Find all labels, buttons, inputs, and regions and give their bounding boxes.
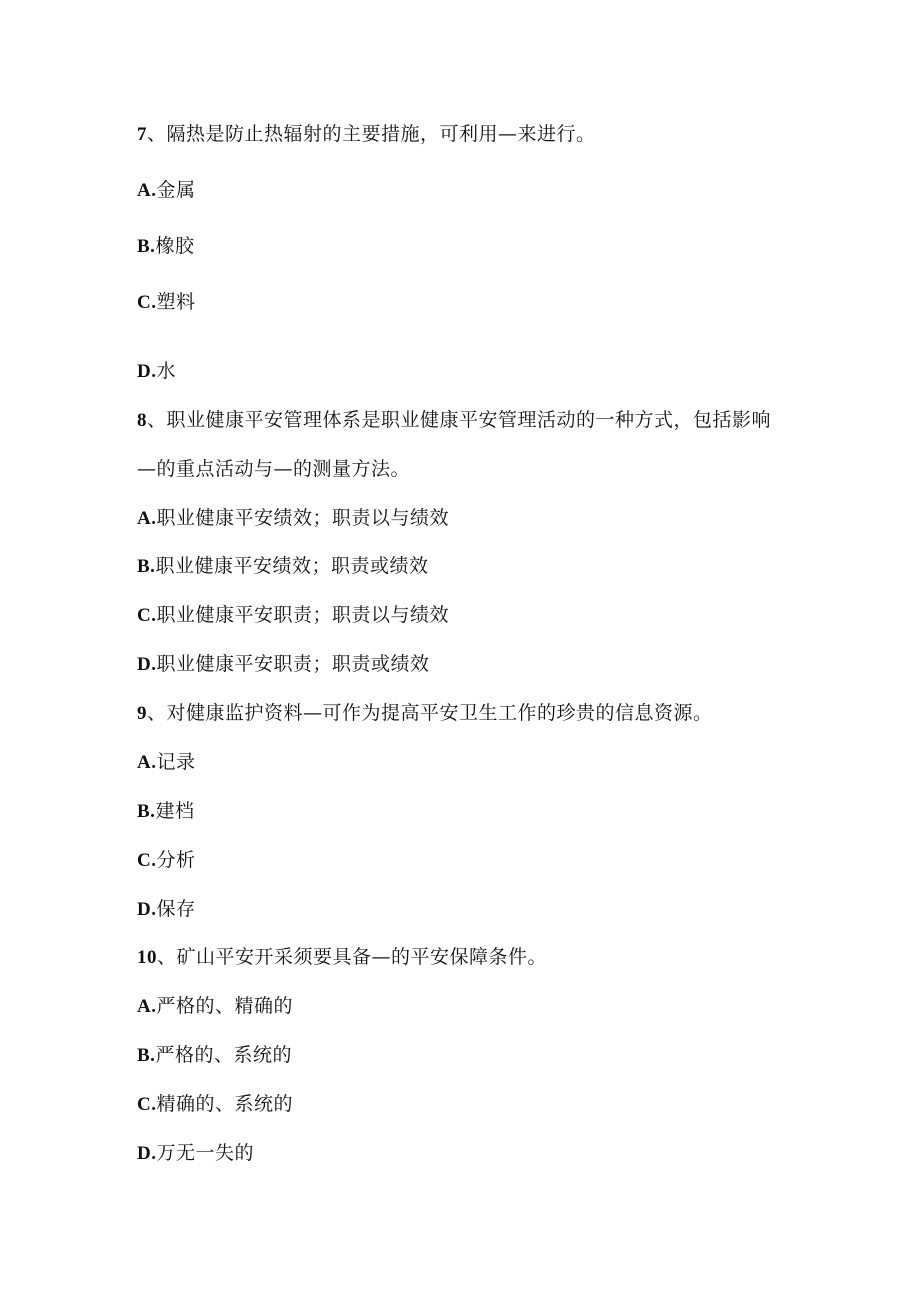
question-number: 8 bbox=[137, 410, 147, 431]
question-8-stem bbox=[137, 408, 771, 433]
option-key: D. bbox=[137, 1143, 157, 1164]
question-7-option-c bbox=[137, 290, 196, 315]
question-text-continued: —的重点活动与—的测量方法。 bbox=[137, 458, 411, 480]
option-text: 严格的、精确的 bbox=[156, 995, 293, 1017]
question-7-option-d bbox=[137, 359, 176, 384]
option-key: C. bbox=[137, 292, 157, 313]
question-8-option-b bbox=[137, 554, 428, 579]
option-key: D. bbox=[137, 654, 157, 675]
option-key: B. bbox=[137, 1045, 156, 1066]
option-key: B. bbox=[137, 801, 156, 822]
option-key: A. bbox=[137, 508, 157, 529]
option-text: 塑料 bbox=[156, 291, 196, 313]
question-text: 、对健康监护资料—可作为提高平安卫生工作的珍贵的信息资源。 bbox=[147, 702, 713, 724]
option-key: A. bbox=[137, 752, 157, 773]
option-key: C. bbox=[137, 850, 157, 871]
question-text: 、隔热是防止热辐射的主要措施，可利用—来进行。 bbox=[147, 123, 596, 145]
question-9-option-d bbox=[137, 897, 196, 922]
question-number: 9 bbox=[137, 703, 147, 724]
question-8-stem-continued bbox=[137, 457, 410, 481]
question-10-option-d bbox=[137, 1141, 254, 1166]
option-text: 职业健康平安绩效；职责或绩效 bbox=[155, 555, 429, 577]
option-text: 分析 bbox=[156, 849, 196, 871]
option-text: 严格的、系统的 bbox=[155, 1044, 292, 1066]
question-10-option-b bbox=[137, 1043, 292, 1068]
question-7-option-b bbox=[137, 234, 194, 259]
question-number: 7 bbox=[137, 124, 147, 145]
option-text: 建档 bbox=[155, 800, 195, 822]
option-key: D. bbox=[137, 899, 157, 920]
question-text: 、矿山平安开采须要具备—的平安保障条件。 bbox=[157, 946, 548, 968]
option-key: A. bbox=[137, 996, 157, 1017]
option-text: 万无一失的 bbox=[156, 1142, 254, 1164]
option-text: 职业健康平安绩效；职责以与绩效 bbox=[156, 507, 449, 529]
option-key: A. bbox=[137, 180, 157, 201]
question-9-option-b bbox=[137, 799, 194, 824]
question-7-option-a bbox=[137, 178, 196, 203]
option-key: C. bbox=[137, 605, 157, 626]
question-9-stem bbox=[137, 701, 713, 726]
option-key: C. bbox=[137, 1094, 157, 1115]
option-text: 职业健康平安职责；职责以与绩效 bbox=[156, 604, 449, 626]
question-10-option-a bbox=[137, 994, 293, 1019]
option-key: B. bbox=[137, 236, 156, 257]
question-text: 、职业健康平安管理体系是职业健康平安管理活动的一种方式，包括影响 bbox=[147, 409, 772, 431]
question-7-stem bbox=[137, 122, 596, 147]
question-number: 10 bbox=[137, 947, 157, 968]
question-10-option-c bbox=[137, 1092, 293, 1117]
question-8-option-c bbox=[137, 603, 449, 628]
question-9-option-c bbox=[137, 848, 196, 873]
option-key: D. bbox=[137, 361, 157, 382]
option-text: 金属 bbox=[156, 179, 196, 201]
question-9-option-a bbox=[137, 750, 196, 775]
question-10-stem bbox=[137, 945, 547, 970]
option-text: 橡胶 bbox=[155, 235, 195, 257]
option-text: 职业健康平安职责；职责或绩效 bbox=[156, 653, 430, 675]
option-text: 水 bbox=[156, 360, 176, 382]
question-8-option-d bbox=[137, 652, 430, 677]
option-text: 记录 bbox=[156, 751, 196, 773]
option-text: 精确的、系统的 bbox=[156, 1093, 293, 1115]
option-key: B. bbox=[137, 556, 156, 577]
question-8-option-a bbox=[137, 506, 449, 531]
option-text: 保存 bbox=[156, 898, 196, 920]
